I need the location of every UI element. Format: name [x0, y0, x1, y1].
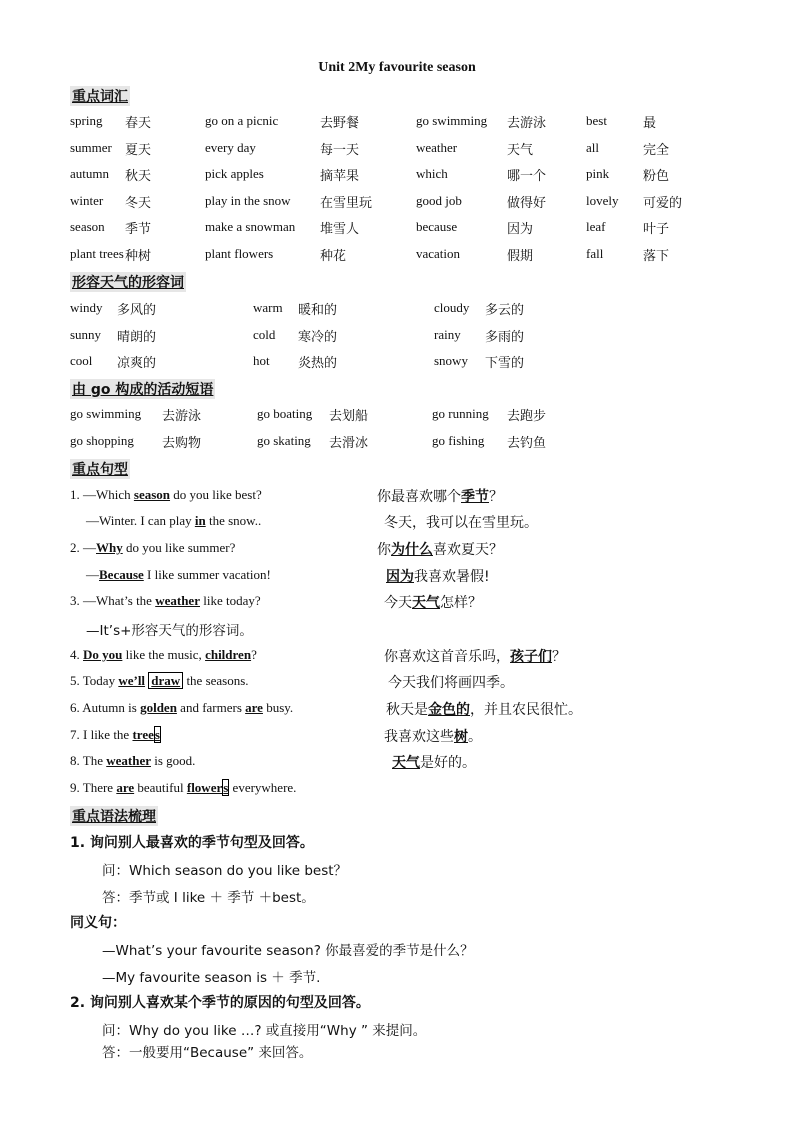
vocab-item-row: [0, 246, 794, 268]
sentence-7-english: 7. I like the trees: [70, 727, 160, 742]
sentence-7-chinese: 我喜欢这些树。: [384, 729, 482, 745]
weather-word-chinese: 寒冷的: [298, 328, 338, 344]
vocab-item-english: go on a picnic: [205, 113, 279, 128]
weather-word-chinese: 下雪的: [485, 355, 525, 371]
sentence-1-answer: —Winter. I can play in the snow..: [86, 513, 262, 528]
synonym-question: —What’s your favourite season? 你最喜爱的季节是什么？: [102, 943, 474, 959]
grammar-point-2-heading: 2. 询问别人喜欢某个季节的原因的句型及回答。: [70, 995, 370, 1011]
vocab-item-chinese: 最: [643, 115, 657, 130]
sentence-3-answer: —It’s+形容天气的形容词。: [86, 623, 253, 639]
vocab-item-english: pick apples: [205, 166, 264, 182]
go-phrase-english: go shopping: [70, 432, 134, 448]
sentence-4-chinese: 你喜欢这首音乐吗，孩子们？: [384, 649, 566, 665]
vocab-item-english: spring: [70, 113, 103, 128]
sentence-5-english: 5. Today we’ll draw the seasons.: [70, 673, 249, 688]
vocab-item-chinese: 冬天: [125, 194, 152, 210]
weather-word-english: windy: [70, 300, 103, 315]
go-phrase-chinese: 去游泳: [162, 408, 202, 423]
vocab-item-chinese: 粉色: [643, 168, 670, 184]
sentence-8-chinese: 天气是好的。: [392, 755, 476, 771]
synonym-answer: —My favourite season is ＋ 季节.: [102, 970, 321, 986]
go-phrase-chinese: 去购物: [162, 434, 202, 450]
grammar-point-1-heading: 1. 询问别人最喜欢的季节句型及回答。: [70, 835, 314, 851]
vocab-item-chinese: 完全: [643, 141, 670, 157]
sentence-3-chinese: 今天天气怎样？: [384, 595, 482, 611]
vocab-item-english: plant flowers: [205, 246, 274, 261]
vocab-item-english: season: [70, 219, 105, 235]
vocab-item-chinese: 春天: [125, 115, 152, 130]
section-heading-vocabulary: 重点词汇: [70, 86, 130, 106]
vocab-item-english: lovely: [586, 192, 619, 208]
vocab-item-english: weather: [416, 139, 458, 155]
sentence-8-english: 8. The weather is good.: [70, 753, 196, 768]
vocab-item-chinese: 摘苹果: [320, 168, 360, 184]
vocab-item-chinese: 季节: [125, 221, 152, 237]
vocab-item-chinese: 每一天: [320, 141, 360, 157]
go-phrase-chinese: 去划船: [329, 408, 369, 423]
weather-word-english: snowy: [434, 353, 468, 369]
vocab-item-english: because: [416, 219, 458, 235]
vocab-item-chinese: 去游泳: [507, 115, 547, 130]
vocab-item-english: all: [586, 139, 599, 155]
sentence-1-chinese: 你最喜欢哪个季节？: [377, 489, 503, 505]
vocab-item-chinese: 可爱的: [643, 194, 683, 210]
synonym-heading: 同义句：: [70, 915, 126, 931]
vocab-item-chinese: 在雪里玩: [320, 194, 373, 210]
sentence-6-chinese: 秋天是金色的，并且农民很忙。: [386, 702, 582, 718]
weather-word-english: sunny: [70, 326, 102, 342]
vocab-item-english: autumn: [70, 166, 109, 182]
weather-word-english: cloudy: [434, 300, 470, 315]
vocab-item-english: which: [416, 166, 448, 182]
vocab-item-row: [0, 140, 794, 162]
vocab-item-chinese: 种花: [320, 248, 347, 263]
grammar-point-1-question: 问：Which season do you like best？: [102, 863, 348, 879]
go-phrase-chinese: 去滑冰: [329, 434, 369, 450]
vocab-item-english: winter: [70, 192, 104, 208]
vocab-item-english: best: [586, 113, 607, 128]
section-heading-weather-adjectives: 形容天气的形容词: [70, 272, 186, 292]
section-heading-key-sentences: 重点句型: [70, 459, 130, 479]
sentence-6-english: 6. Autumn is golden and farmers are busy.: [70, 700, 294, 715]
weather-word-row: [0, 327, 794, 349]
vocab-item-english: leaf: [586, 219, 606, 235]
weather-word-chinese: 凉爽的: [117, 355, 157, 371]
weather-word-chinese: 暖和的: [298, 302, 338, 317]
sentence-2-english: 2. —Why do you like summer?: [70, 540, 236, 555]
vocab-item-english: good job: [416, 192, 462, 208]
go-phrase-english: go boating: [257, 406, 313, 421]
weather-word-english: cool: [70, 353, 93, 369]
section-heading-go-phrases: 由 go 构成的活动短语: [70, 379, 215, 399]
weather-word-chinese: 多雨的: [485, 328, 525, 344]
go-phrase-english: go fishing: [432, 432, 485, 448]
grammar-point-2-answer: 答：一般要用“Because” 来回答。: [102, 1045, 313, 1061]
vocab-item-chinese: 叶子: [643, 221, 670, 237]
vocab-item-english: make a snowman: [205, 219, 296, 235]
vocab-item-chinese: 哪一个: [507, 168, 547, 184]
sentence-5-chinese: 今天我们将画四季。: [388, 675, 514, 691]
sentence-1-english: 1. —Which season do you like best?: [70, 487, 262, 502]
grammar-point-1-answer: 答：季节或 I like ＋ 季节 ＋best。: [102, 890, 315, 906]
go-phrase-english: go swimming: [70, 406, 142, 421]
sentence-1-answer-chinese: 冬天，我可以在雪里玩。: [384, 515, 538, 531]
vocab-item-chinese: 堆雪人: [320, 221, 360, 237]
vocab-item-english: every day: [205, 139, 256, 155]
vocab-item-english: summer: [70, 139, 112, 155]
vocab-item-chinese: 秋天: [125, 168, 152, 184]
vocab-item-row: [0, 219, 794, 241]
sentence-3-english: 3. —What’s the weather like today?: [70, 593, 261, 608]
weather-word-english: rainy: [434, 326, 461, 342]
vocab-item-chinese: 做得好: [507, 194, 547, 210]
weather-word-row: [0, 300, 794, 322]
vocab-item-english: vacation: [416, 246, 461, 261]
weather-word-english: warm: [253, 300, 283, 315]
section-heading-grammar: 重点语法梳理: [70, 806, 158, 826]
vocab-item-chinese: 去野餐: [320, 115, 360, 130]
sentence-4-english: 4. Do you like the music, children?: [70, 647, 257, 662]
vocab-item-english: go swimming: [416, 113, 488, 128]
go-phrase-chinese: 去跑步: [507, 408, 547, 423]
vocab-item-row: [0, 113, 794, 135]
weather-word-row: [0, 353, 794, 375]
sentence-9-english: 9. There are beautiful flowers everywhere.: [70, 780, 297, 795]
weather-word-chinese: 多风的: [117, 302, 157, 317]
go-phrase-row: [0, 406, 794, 428]
vocab-item-chinese: 落下: [643, 248, 670, 263]
vocab-item-chinese: 种树: [125, 248, 152, 263]
vocab-item-chinese: 假期: [507, 248, 534, 263]
weather-word-chinese: 晴朗的: [117, 328, 157, 344]
weather-word-chinese: 多云的: [485, 302, 525, 317]
weather-word-english: cold: [253, 326, 276, 342]
vocab-item-row: [0, 166, 794, 188]
weather-word-english: hot: [253, 353, 270, 369]
go-phrase-english: go skating: [257, 432, 311, 448]
vocab-item-chinese: 夏天: [125, 141, 152, 157]
grammar-point-2-question: 问：Why do you like …? 或直接用“Why ” 来提问。: [102, 1023, 427, 1039]
go-phrase-chinese: 去钓鱼: [507, 434, 547, 450]
vocab-item-chinese: 天气: [507, 141, 534, 157]
vocab-item-english: plant trees: [70, 246, 124, 261]
vocab-item-english: play in the snow: [205, 192, 291, 208]
vocab-item-row: [0, 193, 794, 215]
go-phrase-row: [0, 433, 794, 455]
weather-word-chinese: 炎热的: [298, 355, 338, 371]
document-title: Unit 2My favourite season: [318, 60, 476, 75]
sentence-2-answer-chinese: 因为我喜欢暑假!: [386, 569, 490, 585]
vocab-item-chinese: 因为: [507, 221, 534, 237]
go-phrase-english: go running: [432, 406, 489, 421]
sentence-2-answer: —Because I like summer vacation!: [86, 567, 271, 582]
sentence-2-chinese: 你为什么喜欢夏天？: [377, 542, 503, 558]
vocab-item-english: fall: [586, 246, 604, 261]
vocab-item-english: pink: [586, 166, 610, 182]
